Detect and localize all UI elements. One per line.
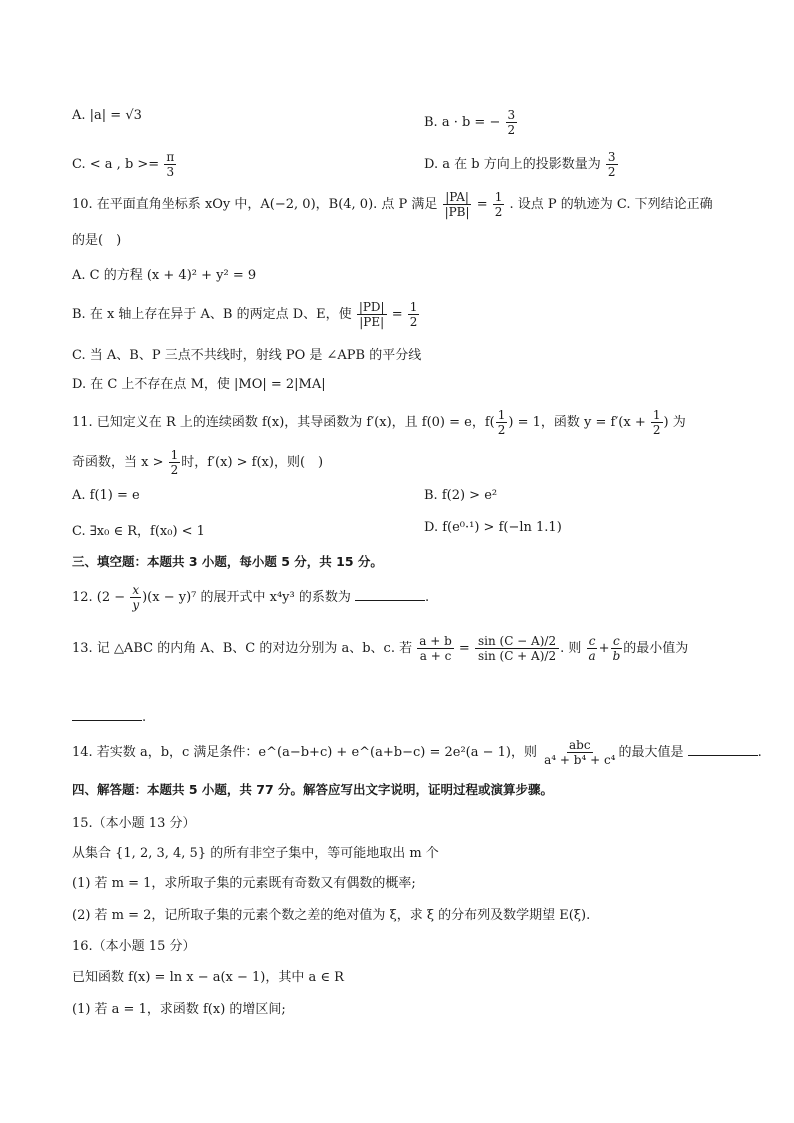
q13-answer: . xyxy=(72,708,146,725)
q11-option-c: C. ∃x₀ ∈ R，f(x₀) < 1 xyxy=(72,524,205,539)
fraction: $\frac{1}{2}$ xyxy=(494,190,503,219)
q10-option-a: A. C 的方程 (x + 4)² + y² = 9 xyxy=(72,268,257,283)
q13: 13. 记 △ABC 的内角 A、B、C 的对边分别为 a、b、c. 若 $\frac{a + b}{a + c}$ = $\frac{\sin (C - A)/2}{\sin (C + A)/2}$ . 则 $\frac{c}{a}$ + $\frac{c}{b}$ 的最小值为 xyxy=(72,634,689,663)
q15-part-1: (1) 若 m = 1，求所取子集的元素既有奇数又有偶数的概率; xyxy=(72,876,416,891)
section-3-heading: 三、填空题：本题共 3 小题，每小题 5 分，共 15 分。 xyxy=(72,554,383,569)
q11-stem-cont: 奇函数，当 x > $\frac{1}{2}$ 时，f′(x) > f(x)，则( ) xyxy=(72,448,324,477)
fraction: $\frac{x}{y}$ xyxy=(132,583,140,612)
fraction: $\frac{1}{2}$ xyxy=(409,300,418,329)
q11-stem: 11. 已知定义在 R 上的连续函数 f(x)，其导函数为 f′(x)，且 f(0) = e，f( $\frac{1}{2}$ ) = 1，函数 y = f′(x + $\frac{1}{2}$ ) 为 xyxy=(72,408,686,437)
answer-blank[interactable] xyxy=(688,743,758,756)
fraction: $\frac{1}{2}$ xyxy=(497,408,506,437)
fraction: $\frac{\text{abc}}{\text{a⁴ + b⁴ + c⁴}}$ xyxy=(544,738,616,767)
answer-blank[interactable] xyxy=(355,588,425,601)
q9-option-c: C. < a , b >= $\frac{\pi}{3}$ xyxy=(72,150,175,179)
q9-option-b: B. a · b = − $\frac{3}{2}$ xyxy=(424,108,516,137)
q11-option-b: B. f(2) > e² xyxy=(424,488,498,503)
q16-stem: 已知函数 f(x) = ln x − a(x − 1)，其中 a ∈ R xyxy=(72,970,344,985)
fraction: $\frac{a + b}{a + c}$ xyxy=(419,634,452,663)
q14: 14. 若实数 a，b，c 满足条件：e^(a−b+c) + e^(a+b−c) = 2e²(a − 1)，则 $\frac{\text{abc}}{\text{a⁴ + b⁴ + c⁴}}$ 的最大值是 . xyxy=(72,738,762,767)
fraction: $\frac{|PD|}{|PE|}$ xyxy=(358,300,385,329)
q11-option-a: A. f(1) = e xyxy=(72,488,140,503)
q15-part-2: (2) 若 m = 2，记所取子集的元素个数之差的绝对值为 ξ，求 ξ 的分布列及数学期望 E(ξ). xyxy=(72,908,591,923)
fraction: $\frac{1}{2}$ xyxy=(652,408,661,437)
q9-option-d: D. a 在 b 方向上的投影数量为 $\frac{3}{2}$ xyxy=(424,150,616,179)
q12: 12. (2 − $\frac{x}{y}$ )(x − y)⁷ 的展开式中 x⁴y³ 的系数为 . xyxy=(72,583,430,612)
fraction: $\frac{3}{2}$ xyxy=(507,108,516,137)
section-4-heading: 四、解答题：本题共 5 小题，共 77 分。解答应写出文字说明，证明过程或演算步骤。 xyxy=(72,782,554,797)
fraction: $\frac{3}{2}$ xyxy=(607,150,616,179)
q16-heading: 16.（本小题 15 分） xyxy=(72,939,196,954)
q10-option-d: D. 在 C 上不存在点 M，使 |MO| = 2|MA| xyxy=(72,377,326,392)
q9-options-row2 xyxy=(72,150,616,179)
fraction: $\frac{1}{2}$ xyxy=(170,448,179,477)
fraction: $\frac{c}{b}$ xyxy=(612,634,621,663)
fraction: $\frac{\pi}{3}$ xyxy=(166,150,175,179)
fraction: $\frac{c}{a}$ xyxy=(588,634,596,663)
q10-stem: 10. 在平面直角坐标系 xOy 中，A(−2, 0)，B(4, 0). 点 P 满足 $\frac{|PA|}{|PB|}$ = $\frac{1}{2}$ . 设点 P 的轨迹为 C. 下列结论正确 xyxy=(72,190,713,219)
q15-heading: 15.（本小题 13 分） xyxy=(72,816,196,831)
q9-option-a: A. |a| = √3 xyxy=(72,108,142,123)
q11-options-row1 xyxy=(72,488,498,503)
q10-stem-cont: 的是( ) xyxy=(72,233,122,248)
fraction: $\frac{|PA|}{|PB|}$ xyxy=(444,190,470,219)
q16-part-1: (1) 若 a = 1，求函数 f(x) 的增区间; xyxy=(72,1002,286,1017)
q10-option-c: C. 当 A、B、P 三点不共线时，射线 PO 是 ∠APB 的平分线 xyxy=(72,348,422,363)
q15-stem: 从集合 {1, 2, 3, 4, 5} 的所有非空子集中，等可能地取出 m 个 xyxy=(72,846,439,861)
q11-option-d: D. f(e⁰·¹) > f(−ln 1.1) xyxy=(424,520,562,535)
q10-option-b: B. 在 x 轴上存在异于 A、B 的两定点 D、E，使 $\frac{|PD|}{|PE|}$ = $\frac{1}{2}$ xyxy=(72,300,418,329)
fraction: $\frac{\sin (C - A)/2}{\sin (C + A)/2}$ xyxy=(475,634,559,663)
q9-options-row1 xyxy=(72,108,516,137)
q11-options-row2 xyxy=(72,520,562,539)
answer-blank[interactable] xyxy=(72,708,142,721)
